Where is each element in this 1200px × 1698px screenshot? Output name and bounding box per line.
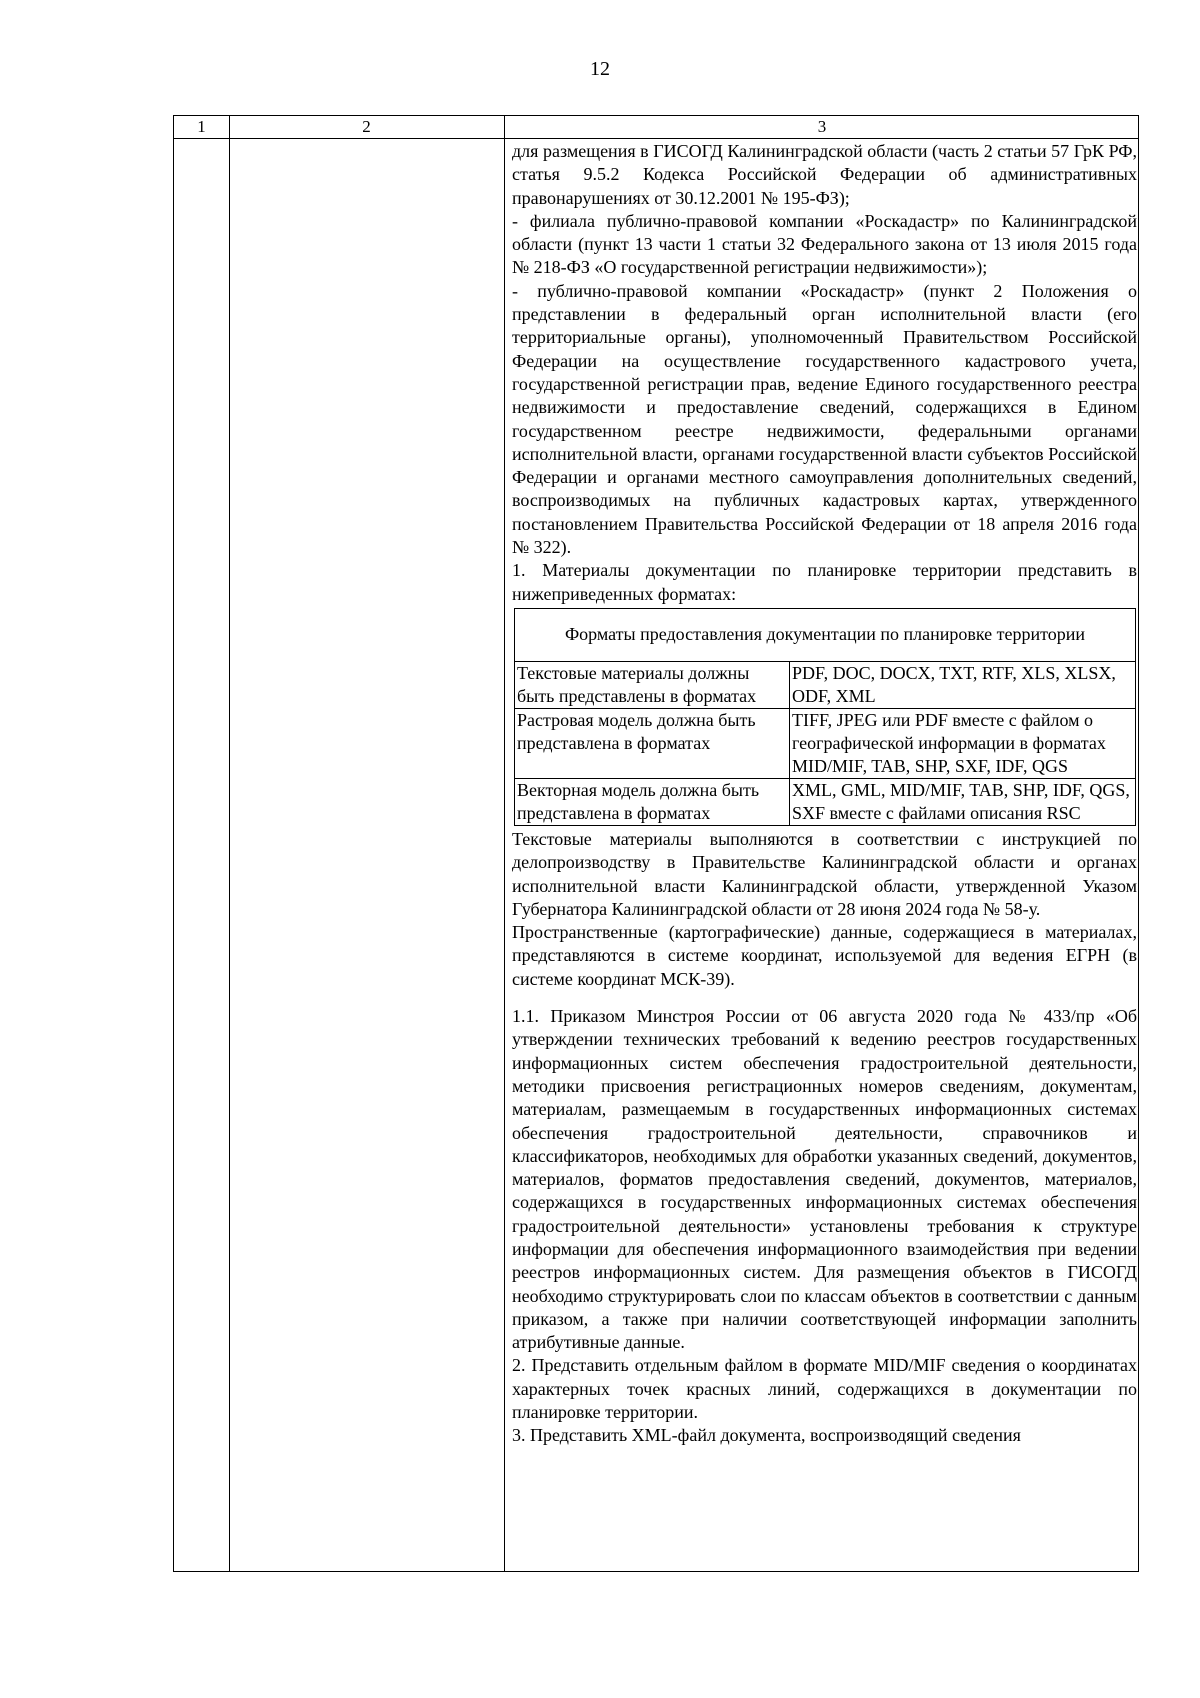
- format-value: PDF, DOC, DOCX, TXT, RTF, XLS, XLSX, ODF, XML: [790, 661, 1136, 708]
- paragraph: для размещения в ГИСОГД Калининградской области (часть 2 статьи 57 ГрК РФ, статья 9.5.2 Кодекса Российской Федерации об административных правонарушениях от 30.12.2001 № 195-ФЗ);: [512, 141, 1137, 208]
- table-row: [515, 661, 1136, 708]
- column-number-2: 2: [362, 117, 371, 136]
- paragraph: 2. Представить отдельным файлом в формате MID/MIF сведения о координатах характерных точек красных линий, содержащихся в документации по планировке территории.: [512, 1355, 1137, 1423]
- paragraph: - публично-правовой компании «Роскадастр» (пункт 2 Положения о представлении в федеральный орган исполнительной власти (его территориальные органы), уполномоченный Правительством Российской Федерации на осуществление государственного кадастрового учета, государственной регистрации прав, ведение Единого государственного реестра недвижимости и предоставление сведений, содержащихся в Едином государственном реестре недвижимости, федеральными органами исполнительной власти, органами государственной власти субъектов Российской Федерации и органами местного самоуправления дополнительных сведений, воспроизводимых на публичных кадастровых картах, утвержденного постановлением Правительства Российской Федерации от 18 апреля 2016 года № 322).: [512, 280, 1137, 558]
- formats-table-title: Форматы предоставления документации по планировке территории: [515, 608, 1136, 661]
- paragraph: - филиала публично-правовой компании «Роскадастр» по Калининградской области (пункт 13 части 1 статьи 32 Федерального закона от 13 июля 2015 года № 218-ФЗ «О государственной регистрации недвижимости»);: [512, 210, 1137, 278]
- column-3-content: [512, 140, 1137, 1448]
- format-value: XML, GML, MID/MIF, TAB, SHP, IDF, QGS, SXF вместе с файлами описания RSC: [790, 778, 1136, 825]
- column-divider-2: [504, 116, 505, 1571]
- format-label: Векторная модель должна быть представлена в форматах: [515, 778, 790, 825]
- paragraph: 1. Материалы документации по планировке территории представить в нижеприведенных форматах:: [512, 560, 1137, 604]
- table-row: [515, 778, 1136, 825]
- column-number-3: 3: [817, 117, 827, 136]
- formats-table: [514, 608, 1136, 826]
- page-number: 12: [590, 58, 610, 80]
- column-number-1: 1: [197, 117, 206, 136]
- format-label: Текстовые материалы должны быть представлены в форматах: [515, 661, 790, 708]
- column-divider-1: [229, 116, 230, 1571]
- paragraph: 3. Представить XML-файл документа, воспроизводящий сведения: [512, 1425, 1021, 1446]
- table-row: [515, 708, 1136, 778]
- format-value: TIFF, JPEG или PDF вместе с файлом о географической информации в форматах MID/MIF, TAB, SHP, SXF, IDF, QGS: [790, 708, 1136, 778]
- paragraph: Пространственные (картографические) данные, содержащиеся в материалах, представляются в системе координат, используемой для ведения ЕГРН (в системе координат МСК-39).: [512, 922, 1137, 989]
- formats-table-header-row: [515, 608, 1136, 661]
- paragraph: 1.1. Приказом Минстроя России от 06 августа 2020 года № 433/пр «Об утверждении технических требований к ведению реестров государственных информационных систем обеспечения градостроительной деятельности, методики присвоения регистрационных номеров сведениям, документам, материалам, размещаемым в государственных информационных системах обеспечения градостроительной деятельности, справочников и классификаторов, необходимых для обработки указанных сведений, документов, материалов, форматов предоставления сведений, документов, материалов, содержащихся в государственных информационных системах обеспечения градостроительной деятельности» установлены требования к структуре информации для обеспечения информационного взаимодействия при ведении реестров информационных систем. Для размещения объектов в ГИСОГД необходимо структурировать слои по классам объектов в соответствии с данным приказом, а также при наличии соответствующей информации заполнить атрибутивные данные.: [512, 1006, 1137, 1353]
- format-label: Растровая модель должна быть представлена в форматах: [515, 708, 790, 778]
- paragraph: Текстовые материалы выполняются в соответствии с инструкцией по делопроизводству в Правительстве Калининградской области и органах исполнительной власти Калининградской области, утвержденной Указом Губернатора Калининградской области от 28 июня 2024 года № 58-у.: [512, 828, 1137, 919]
